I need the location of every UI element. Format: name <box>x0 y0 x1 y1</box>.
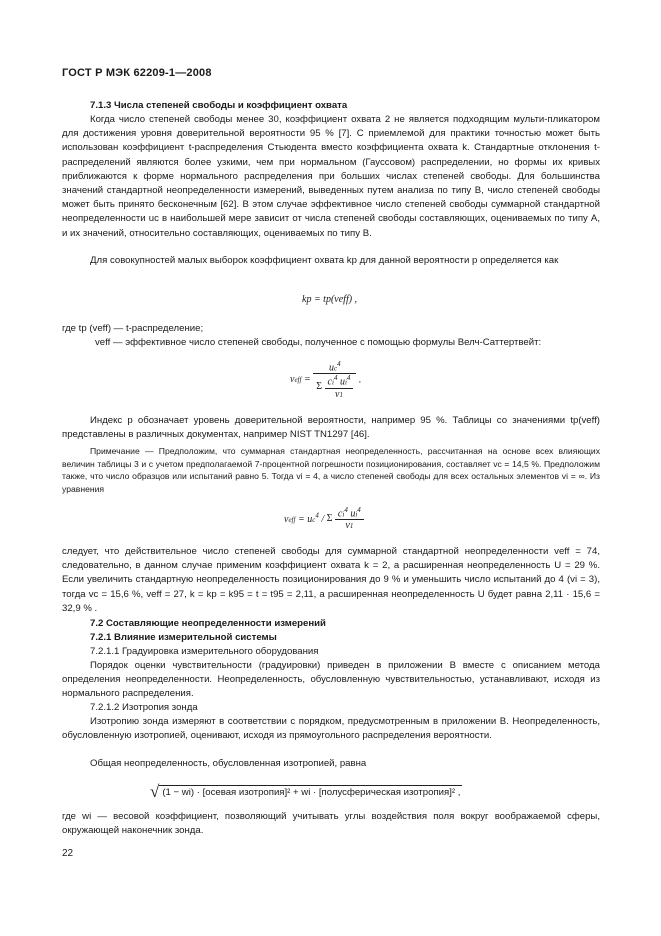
formula-welch-satterthwaite: veff = $uc^4$ Σ $\frac{ci^4 ui^4}{v1}$ . <box>290 360 362 400</box>
paragraph-3: Индекс р обозначает уровень доверительной вероятности, например 95 %. Таблицы со значениями tp(veff) представлены в различных документах, например NIST TN1297 [46]. <box>62 415 600 441</box>
document-header: ГОСТ Р МЭК 62209-1—2008 <box>62 67 212 79</box>
section-7-2-1-2-title: 7.2.1.2 Изотропия зонда <box>90 702 198 713</box>
section-7-2-1-title: 7.2.1 Влияние измерительной системы <box>90 632 277 643</box>
paragraph-6: Изотропию зонда измеряют в соответствии с порядком, предусмотренным в приложении В. Неопределенность, обусловленную изотропией, оценивают, исходя из прямоугольного распределения вероятности. <box>62 716 600 742</box>
paragraph-8: где wi — весовой коэффициент, позволяющий учитывать углы воздействия поля вокруг воображаемой сферы, окружающей наконечник зонда. <box>62 811 600 837</box>
where-veff: veff — эффективное число степеней свободы, полученное с помощью формулы Велч-Саттертвейт: <box>95 337 542 348</box>
section-7-2-1-1-title: 7.2.1.1 Градуировка измерительного оборудования <box>90 646 319 657</box>
paragraph-2: Для совокупностей малых выборок коэффициент охвата kp для данной вероятности р определяется как <box>90 255 559 266</box>
paragraph-5: Порядок оценки чувствительности (градуировки) приведен в приложении В вместе с описанием метода определения неопределенности. Неопределенность, обусловленную чувствительностью, устанавливают, исходя из нормального распределения. <box>62 660 600 700</box>
where-tp: где tp (veff) — t-распределение; <box>62 323 204 334</box>
formula-veff-note: veff = $uc^4$ / Σ $\frac{ci^4 ui^4}{v1}$ <box>284 506 364 531</box>
formula-kp: kp = tp(veff) , <box>302 294 358 305</box>
paragraph-1: Когда число степеней свободы менее 30, коэффициент охвата 2 не является подходящим мульти-пликатором для достижения уровня доверительной вероятности 95 % [7]. С приемлемой для практики точностью может быть использован коэффициент t-распределения Стьюдента вместо коэффициента охвата k. Стандартные отклонения t-распределений являются более узкими, чем при нормальном (Гауссовом) распределении, но формы их кривых приближаются к форме нормального распределения при больших числах степеней свободы. Для большинства значений стандартной неопределенности измерений, выведенных путем анализа по типу В, число степеней свободы может быть принято бесконечным [62]. В этом случае эффективное число степеней свободы суммарной стандартной неопределенности uc в наибольшей мере зависит от числа степеней свободы составляющих, оцениваемых по типу А, и их значений, относительно составляющих, оцениваемых по типу В. <box>62 114 600 239</box>
page-number: 22 <box>62 848 74 859</box>
paragraph-7: Общая неопределенность, обусловленная изотропией, равна <box>90 758 367 769</box>
formula-isotropy: √ (1 − wi) · [осевая изотропия]² + wi · [полусферическая изотропия]² , <box>150 782 461 801</box>
paragraph-4: следует, что действительное число степеней свободы для суммарной стандартной неопределенности veff = 74, следовательно, в данном случае применим коэффициент охвата k = 2, а расширенная неопределенность U = 29 %. Если увеличить стандартную неопределенность позиционирования до 9 % и уменьшить число испытаний до 4 (vi = 3), тогда vc = 15,6 %, veff = 27, k = kp = k95 = t = t95 = 2,11, а расширенная неопределенность U будет равна 2,11 · 15,6 = 32,9 % . <box>62 546 600 614</box>
section-7-1-3-title: 7.1.3 Числа степеней свободы и коэффициент охвата <box>90 100 348 111</box>
section-7-2-title: 7.2 Составляющие неопределенности измерений <box>90 618 326 629</box>
note: Примечание — Предположим, что суммарная стандартная неопределенность, рассчитанная на основе всех влияющих величин таблицы 3 и с учетом предполагаемой 7-процентной погрешности позиционирования, составляет vc = 14,5 %. Предположим также, что число образцов или испытаний равно 5. Тогда vi = 4, а число степеней свободы для всех остальных элементов vi = ∞. Из уравнения <box>62 446 600 494</box>
